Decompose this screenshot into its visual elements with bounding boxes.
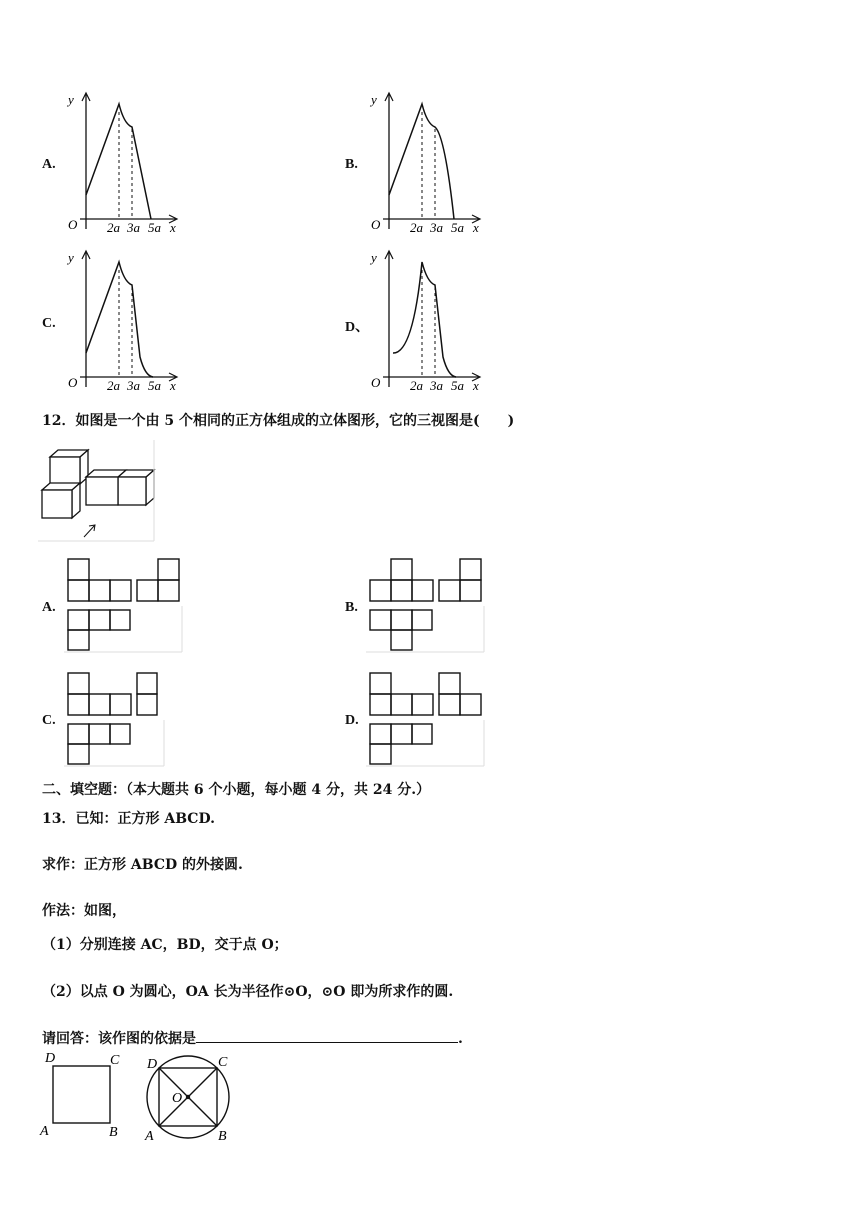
q13-circumcircle-figure bbox=[140, 1048, 240, 1144]
tick-label-5a: 5a bbox=[148, 220, 161, 235]
axis-label-y: y bbox=[68, 250, 74, 265]
origin-label: O bbox=[371, 375, 381, 390]
axis-label-x: x bbox=[473, 378, 479, 393]
tick-label-2a: 2a bbox=[410, 220, 423, 235]
label-c: C bbox=[218, 1055, 228, 1070]
axis-label-x: x bbox=[473, 220, 479, 235]
axis-label-y: y bbox=[68, 92, 74, 107]
axis-label-y: y bbox=[371, 250, 377, 265]
q12-option-label-d: D. bbox=[345, 713, 359, 728]
axis-label-y: y bbox=[371, 92, 377, 107]
function-curve bbox=[393, 262, 456, 377]
q12-option-label-c: C. bbox=[42, 713, 56, 728]
q12-option-b-views bbox=[366, 556, 488, 656]
question-13-method: 作法：如图， bbox=[42, 903, 126, 919]
q12-option-c-views bbox=[64, 670, 168, 770]
label-d: D bbox=[45, 1051, 56, 1066]
tick-label-2a: 2a bbox=[410, 378, 423, 393]
question-13-task: 求作：正方形 ABCD 的外接圆. bbox=[42, 857, 243, 873]
section-heading: 二、填空题：（本大题共 6 个小题，每小题 4 分，共 24 分.） bbox=[42, 782, 431, 798]
q13-square-figure bbox=[36, 1048, 132, 1140]
option-label-c: C. bbox=[42, 316, 56, 331]
graph-option-d bbox=[365, 246, 495, 396]
axis-label-x: x bbox=[170, 220, 176, 235]
tick-label-2a: 2a bbox=[107, 378, 120, 393]
option-label-a: A. bbox=[42, 157, 56, 172]
tick-label-3a: 3a bbox=[127, 378, 140, 393]
question-12-stem: 12．如图是一个由 5 个相同的正方体组成的立体图形，它的三视图是( ) bbox=[42, 413, 515, 429]
q12-option-d-views bbox=[366, 670, 488, 770]
graph-option-c bbox=[62, 246, 192, 396]
tick-label-3a: 3a bbox=[127, 220, 140, 235]
question-13-ask-end: . bbox=[458, 1031, 463, 1047]
question-13-ask-text: 请回答：该作图的依据是 bbox=[42, 1031, 196, 1047]
origin-label: O bbox=[68, 375, 78, 390]
tick-label-2a: 2a bbox=[107, 220, 120, 235]
label-c: C bbox=[110, 1053, 120, 1068]
question-13-step-1: （1）分别连接 AC，BD，交于点 O； bbox=[42, 937, 288, 953]
graph-option-b bbox=[365, 88, 495, 238]
q12-solid-figure bbox=[38, 440, 158, 542]
label-b: B bbox=[218, 1129, 227, 1144]
answer-blank[interactable] bbox=[196, 1028, 458, 1043]
tick-label-3a: 3a bbox=[430, 378, 443, 393]
question-13-step-2: （2）以点 O 为圆心，OA 长为半径作⊙O，⊙O 即为所求作的圆. bbox=[42, 984, 454, 1000]
label-a: A bbox=[145, 1129, 154, 1144]
tick-label-5a: 5a bbox=[148, 378, 161, 393]
q12-option-a-views bbox=[64, 556, 186, 656]
label-d: D bbox=[147, 1057, 158, 1072]
option-label-d: D、 bbox=[345, 320, 370, 335]
q12-option-label-a: A. bbox=[42, 600, 56, 615]
question-13-given: 13．已知：正方形 ABCD. bbox=[42, 811, 215, 827]
label-b: B bbox=[109, 1125, 118, 1140]
origin-label: O bbox=[371, 217, 381, 232]
origin-label: O bbox=[68, 217, 78, 232]
axis-label-x: x bbox=[170, 378, 176, 393]
label-a: A bbox=[40, 1124, 49, 1139]
tick-label-5a: 5a bbox=[451, 378, 464, 393]
tick-label-3a: 3a bbox=[430, 220, 443, 235]
option-label-b: B. bbox=[345, 157, 358, 172]
graph-option-a bbox=[62, 88, 192, 238]
question-13-ask bbox=[42, 1028, 463, 1048]
label-o: O bbox=[172, 1091, 183, 1106]
q12-option-label-b: B. bbox=[345, 600, 358, 615]
tick-label-5a: 5a bbox=[451, 220, 464, 235]
